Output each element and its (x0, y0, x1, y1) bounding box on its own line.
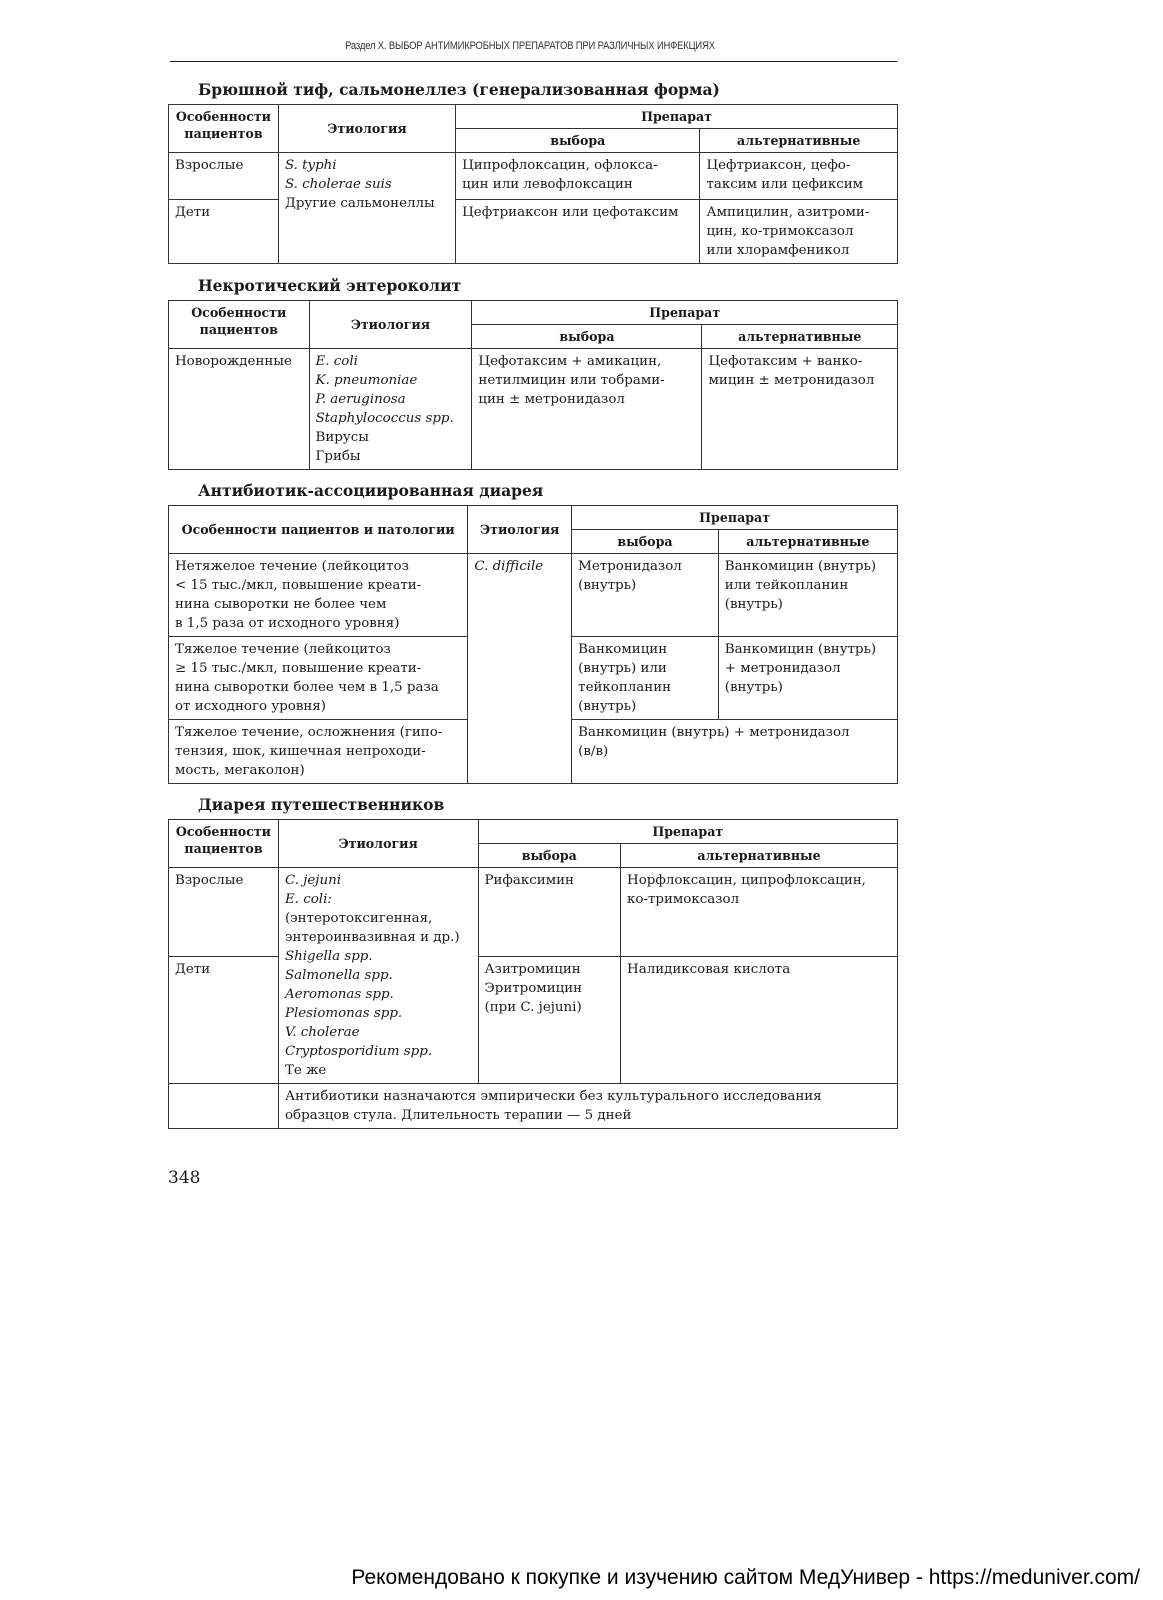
header-alt: альтернативные (718, 530, 897, 554)
header-alt: альтернативные (702, 325, 898, 349)
header-patients: Особенности пациентов (169, 820, 279, 868)
travelers-table (168, 819, 898, 1129)
header-choice: выбора (478, 844, 621, 868)
alt-cell: Норфлоксацин, ципрофлоксацин, ко-тримоксазол (621, 868, 898, 957)
patient-cell: Дети (169, 957, 279, 1084)
header-drug: Препарат (456, 105, 898, 129)
page-number: 348 (168, 1168, 201, 1188)
choice-cell: Метронидазол (внутрь) (572, 554, 719, 637)
choice-cell: Рифаксимин (478, 868, 621, 957)
header-etiology: Этиология (278, 105, 455, 153)
table-row (169, 1084, 898, 1129)
header-etiology: Этиология (309, 301, 472, 349)
note-cell: Антибиотики назначаются эмпирически без культурального исследования образцов стула. Длительность терапии — 5 дней (278, 1084, 897, 1129)
alt-cell: Ампицилин, азитроми- цин, ко-тримоксазол или хлорамфеникол (700, 200, 898, 264)
header-choice: выбора (572, 530, 719, 554)
table-row (169, 153, 898, 200)
running-head: Раздел X. ВЫБОР АНТИМИКРОБНЫХ ПРЕПАРАТОВ ПРИ РАЗЛИЧНЫХ ИНФЕКЦИЯХ (345, 40, 715, 52)
choice-cell: Ципрофлоксацин, офлокса- цин или левофлоксацин (456, 153, 700, 200)
header-patients: Особенности пациентов и патологии (169, 506, 468, 554)
table-row (169, 554, 898, 637)
footer-note: Рекомендовано к покупке и изучению сайтом МедУнивер - https://meduniver.com/ (351, 1566, 1140, 1589)
header-choice: выбора (472, 325, 702, 349)
table-row (169, 349, 898, 470)
etiology-cell: S. typhi S. cholerae suis Другие сальмонеллы (278, 153, 455, 264)
patient-cell: Взрослые (169, 868, 279, 957)
alt-cell: Налидиксовая кислота (621, 957, 898, 1084)
table-row (169, 868, 898, 957)
patient-cell: Нетяжелое течение (лейкоцитоз < 15 тыс./мкл, повышение креати- нина сыворотки не более чем в 1,5 раза от исходного уровня) (169, 554, 468, 637)
table-title: Некротический энтероколит (198, 276, 462, 295)
choice-cell: Цефтриаксон или цефотаксим (456, 200, 700, 264)
table-title: Диарея путешественников (198, 795, 445, 814)
patient-cell: Взрослые (169, 153, 279, 200)
alt-cell: Ванкомицин (внутрь) или тейкопланин (внутрь) (718, 554, 897, 637)
alt-cell: Цефтриаксон, цефо- таксим или цефиксим (700, 153, 898, 200)
cdiff-table (168, 505, 898, 784)
header-choice: выбора (456, 129, 700, 153)
empty-cell (169, 1084, 279, 1129)
header-rule (170, 61, 897, 62)
patient-cell: Новорожденные (169, 349, 310, 470)
header-drug: Препарат (472, 301, 898, 325)
typhoid-table (168, 104, 898, 264)
table-section-nec (168, 276, 898, 470)
choice-cell: Ванкомицин (внутрь) или тейкопланин (внутрь) (572, 637, 719, 720)
table-section-travelers (168, 795, 898, 1129)
combined-drug-cell: Ванкомицин (внутрь) + метронидазол (в/в) (572, 720, 898, 784)
header-alt: альтернативные (700, 129, 898, 153)
etiology-cell: C. difficile (468, 554, 572, 784)
table-section-cdiff (168, 481, 898, 784)
choice-cell: Цефотаксим + амикацин, нетилмицин или тобрами- цин ± метронидазол (472, 349, 702, 470)
table-title: Антибиотик-ассоциированная диарея (198, 481, 544, 500)
table-row (169, 957, 898, 1084)
table-section-typhoid (168, 80, 898, 264)
header-etiology: Этиология (468, 506, 572, 554)
nec-table (168, 300, 898, 470)
etiology-cell: C. jejuni E. coli: (энтеротоксигенная, энтероинвазивная и др.) Shigella spp. Salmonella spp. Aeromonas spp. Plesiomonas spp. V. cholerae Cryptosporidium spp. Те же (278, 868, 478, 1084)
alt-cell: Цефотаксим + ванко- мицин ± метронидазол (702, 349, 898, 470)
alt-cell: Ванкомицин (внутрь) + метронидазол (внутрь) (718, 637, 897, 720)
table-row (169, 200, 898, 264)
patient-cell: Тяжелое течение, осложнения (гипо- тензия, шок, кишечная непроходи- мость, мегаколон) (169, 720, 468, 784)
patient-cell: Тяжелое течение (лейкоцитоз ≥ 15 тыс./мкл, повышение креати- нина сыворотки более чем в 1,5 раза от исходного уровня) (169, 637, 468, 720)
header-patients: Особенности пациентов (169, 105, 279, 153)
etiology-cell: E. coli K. pneumoniae P. aeruginosa Staphylococcus spp. Вирусы Грибы (309, 349, 472, 470)
header-patients: Особенности пациентов (169, 301, 310, 349)
choice-cell: Азитромицин Эритромицин (при C. jejuni) (478, 957, 621, 1084)
header-etiology: Этиология (278, 820, 478, 868)
table-title: Брюшной тиф, сальмонеллез (генерализованная форма) (198, 80, 720, 99)
header-alt: альтернативные (621, 844, 898, 868)
header-drug: Препарат (478, 820, 898, 844)
patient-cell: Дети (169, 200, 279, 264)
header-drug: Препарат (572, 506, 898, 530)
